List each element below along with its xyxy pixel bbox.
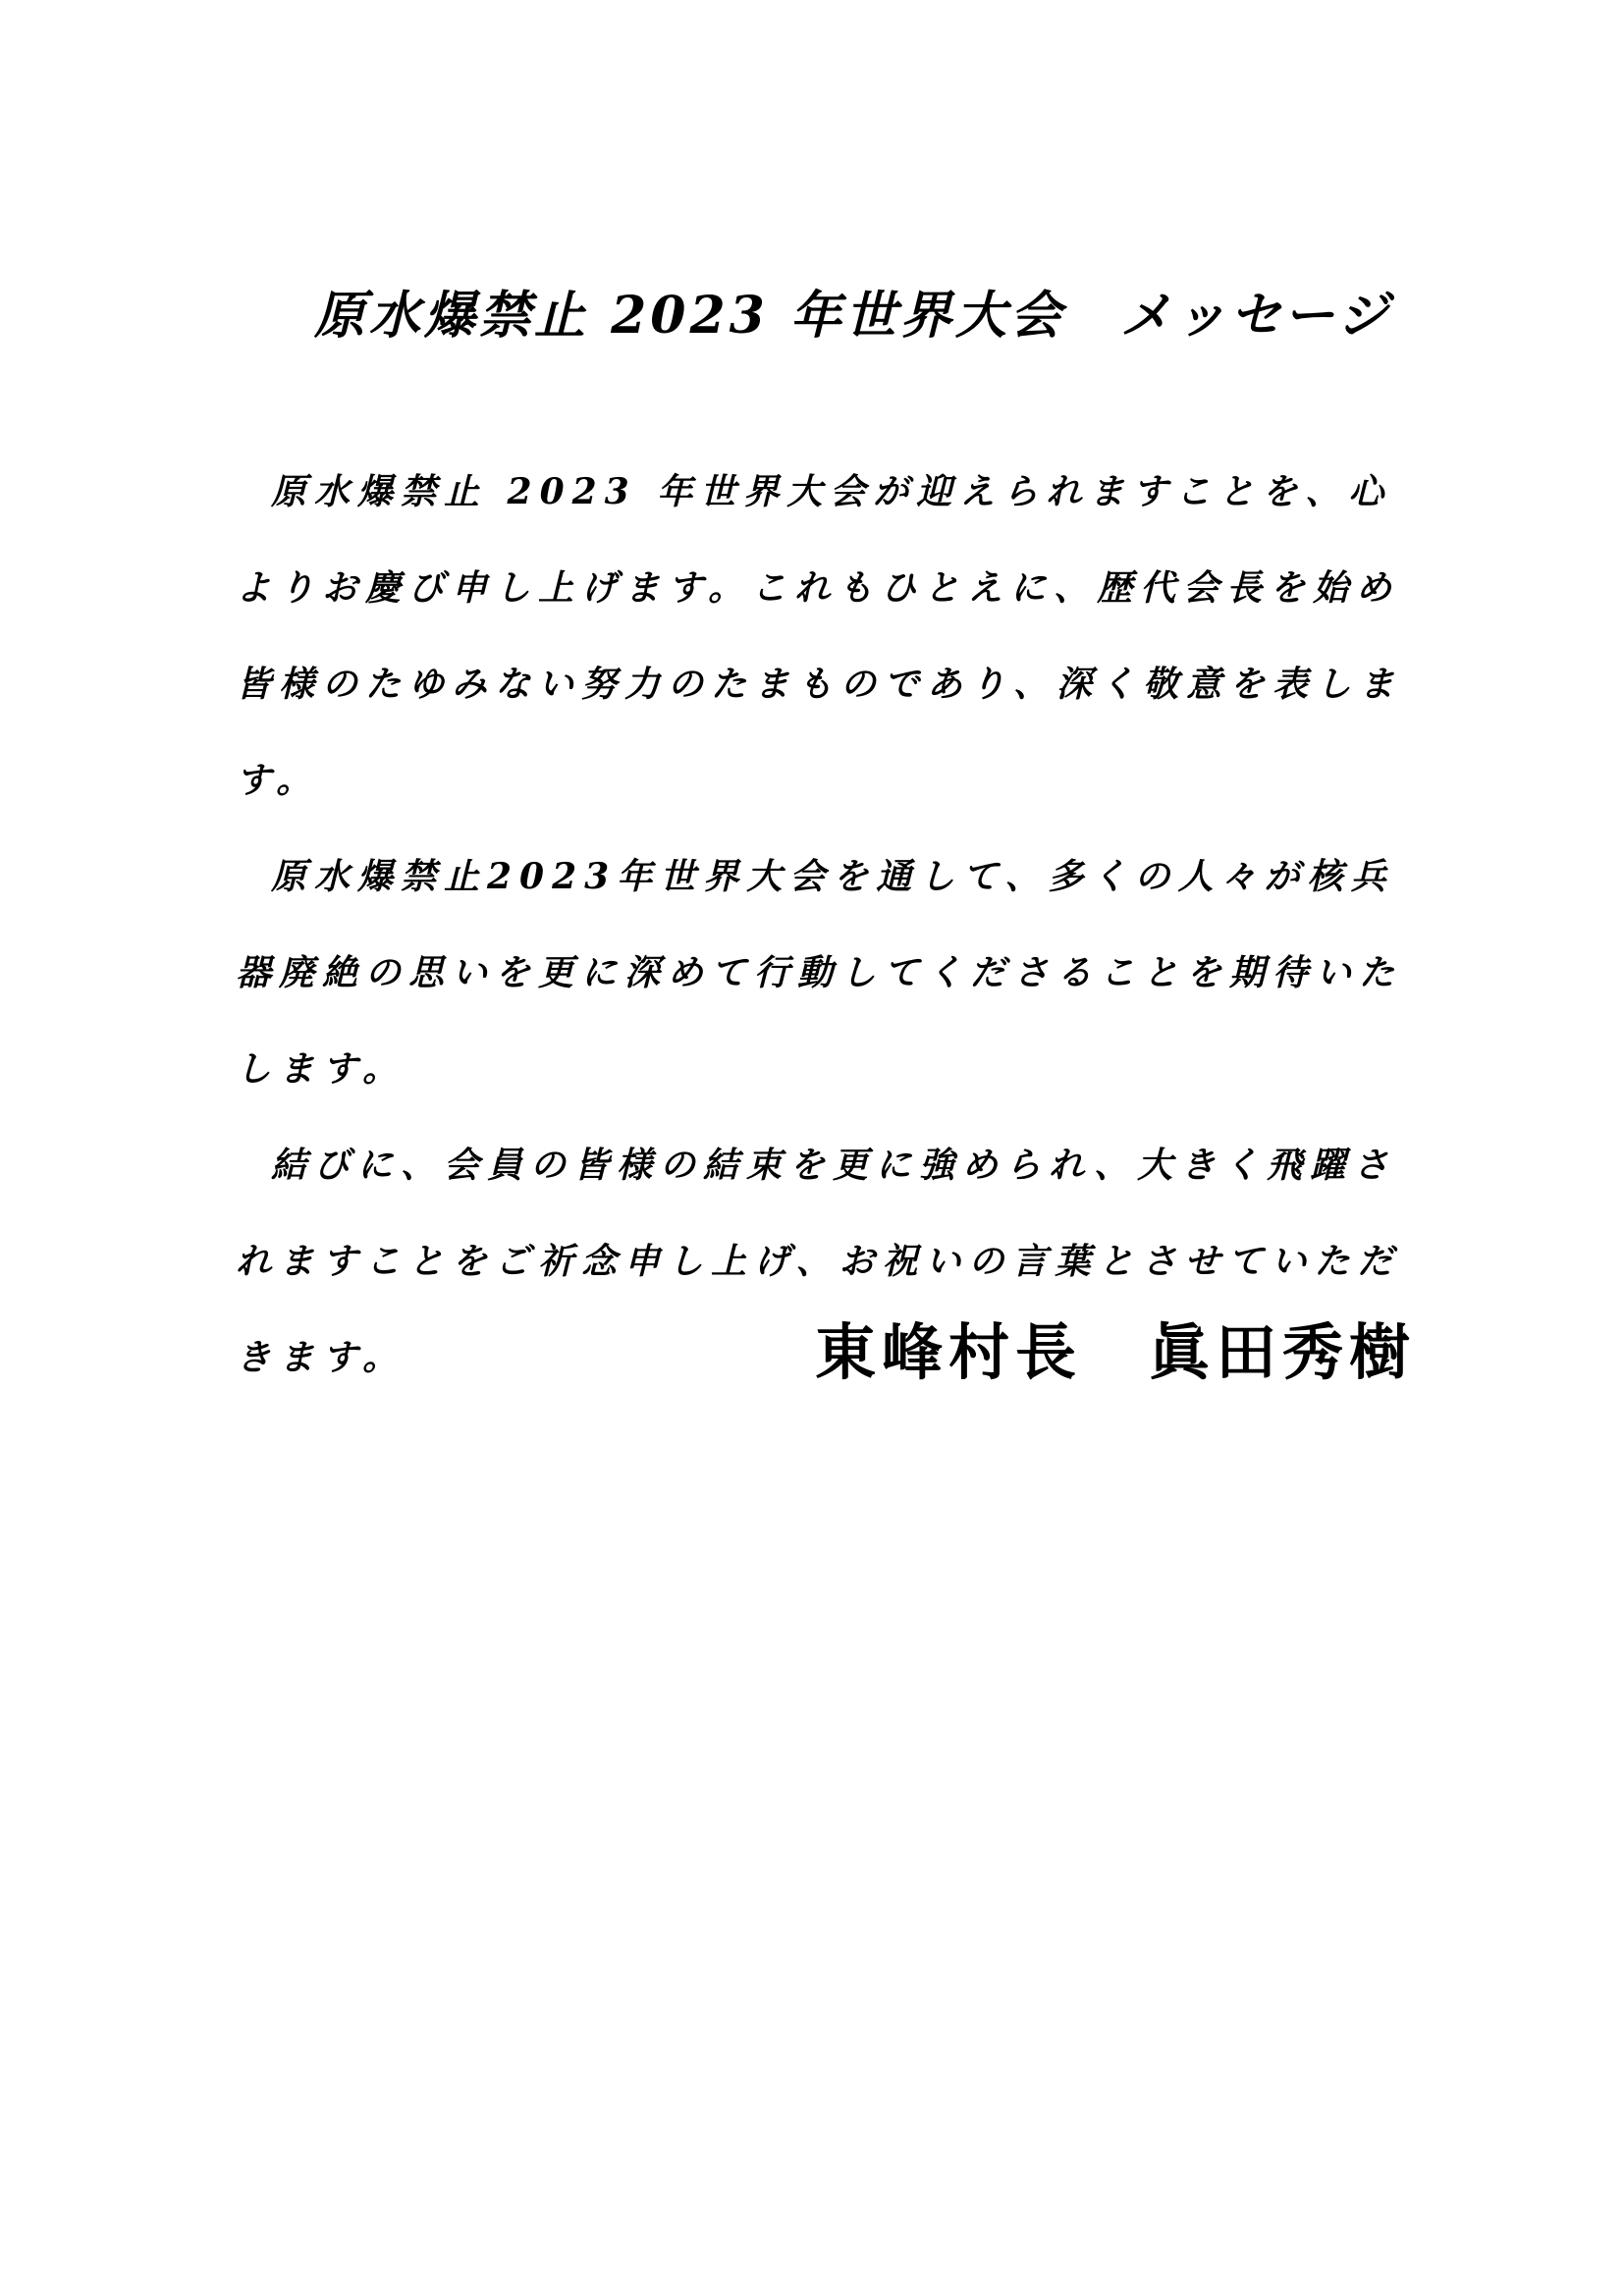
- message-body: [236, 444, 1417, 1406]
- message-paragraph-2: 原水爆禁止2023年世界大会を通して、多くの人々が核兵器廃絶の思いを更に深めて行動してくださることを期待いたします。: [236, 856, 1403, 1090]
- document-title: 原水爆禁止 2023 年世界大会 メッセージ: [314, 286, 1392, 346]
- signature: 東峰村長 眞田秀樹: [815, 1316, 1417, 1388]
- message-paragraph-3: 結びに、会員の皆様の結束を更に強められ、大きく飛躍されますことをご祈念申し上げ、お祝いの言葉とさせていただきます。: [236, 1145, 1401, 1378]
- message-paragraph-1: 原水爆禁止 2023 年世界大会が迎えられますことを、心よりお慶び申し上げます。これもひとえに、歴代会長を始め皆様のたゆみない努力のたまものであり、深く敬意を表します。: [236, 471, 1403, 801]
